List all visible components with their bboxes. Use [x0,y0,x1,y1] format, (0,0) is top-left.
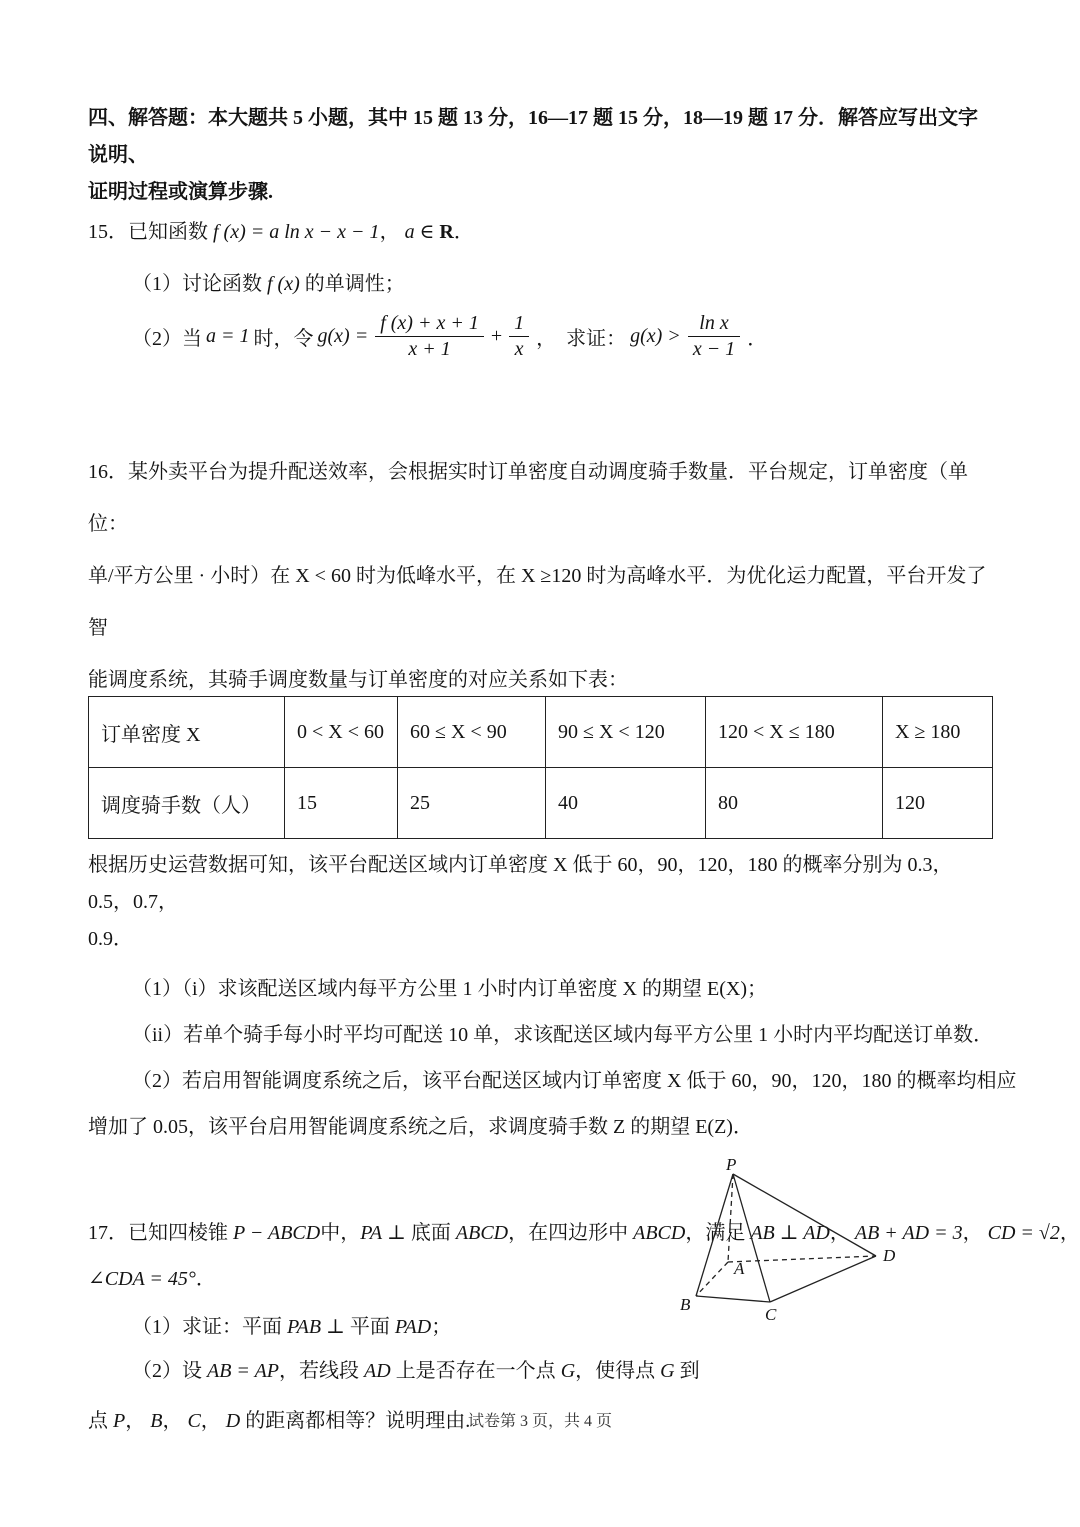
table-cell: 15 [285,768,398,839]
formula-abcd: ABCD [633,1222,686,1244]
formula-angle-cda: ∠CDA = 45° [88,1268,196,1290]
text: ， [125,1410,146,1432]
table-cell: 80 [706,768,883,839]
formula-ab-perp-ad: AB ⊥ AD [750,1222,830,1244]
page-footer: 试卷第 3 页，共 4 页 [467,1413,612,1430]
exam-page [88,100,1080,1436]
text: ，在四边形中 [508,1222,629,1244]
text: ． [747,328,768,350]
history-line1: 根据历史运营数据可知，该平台配送区域内订单密度 X 低于 60，90，120，180 的概率分别为 0.3，0.5，0.7， [88,854,953,913]
problem-16-stem [88,446,992,706]
formula-d: D [225,1410,241,1432]
fraction [688,311,740,362]
pyramid-svg [658,1158,918,1328]
table-cell: X ≥ 180 [883,697,993,768]
fraction-numerator: 1 [509,311,529,337]
table-cell: 25 [398,768,546,839]
text: ， [962,1222,983,1244]
formula-p: P [113,1410,126,1432]
history-line2: 0.9． [88,928,133,950]
text: 的单调性； [304,273,405,295]
formula-a-in: a ∈ [404,221,435,243]
table-cell: 调度骑手数（人） [89,768,285,839]
text: （2）当 [132,328,202,350]
fraction-denominator: x + 1 [408,338,451,360]
fraction-numerator: ln x [688,311,740,337]
edge-pc [733,1174,770,1302]
formula-p-abcd: P − ABCD [233,1222,321,1244]
text: 中， [320,1222,361,1244]
fraction-denominator: x − 1 [692,338,736,360]
table-header-row [89,697,993,768]
table-cell: 90 ≤ X < 120 [546,697,706,768]
text: 上是否存在一个点 [395,1360,556,1382]
formula-b: B [150,1410,163,1432]
edge-cd [770,1256,876,1302]
text: ，满足 [685,1222,746,1244]
table-cell: 订单密度 X [89,697,285,768]
text: 15．已知函数 [88,221,208,243]
problem-16-part1i: （1）（i）求该配送区域内每平方公里 1 小时内订单密度 X 的期望 E(X)； [132,978,767,1000]
formula-pab: PAB [287,1316,322,1338]
stem-line3: 能调度系统，其骑手调度数量与订单密度的对应关系如下表： [88,669,628,691]
text: ， [379,221,400,243]
vertex-label-a: A [734,1259,745,1278]
table-data-row [89,768,993,839]
formula-g: G [560,1360,576,1382]
vertex-label-c: C [765,1305,777,1324]
formula-pa: PA [360,1222,383,1244]
formula-cd-sqrt2: CD = √2 [987,1222,1060,1244]
text: ． [195,1268,216,1290]
table-cell: 120 [883,768,993,839]
problem-16-part2-line2: 增加了 0.05，该平台启用智能调度系统之后，求调度骑手数 Z 的期望 E(Z)． [88,1116,753,1138]
text: 的距离都相等？说明理由. [245,1410,471,1432]
problem-16 [88,446,1017,1142]
text: ． [453,221,474,243]
fraction [375,311,484,362]
text: ，使得点 [575,1360,656,1382]
text: 到 [679,1360,700,1382]
vertex-label-d: D [883,1246,896,1265]
text: （1）求证：平面 [132,1316,282,1338]
problem-15-part2 [88,311,992,362]
section-header-line2: 证明过程或演算步骤. [88,181,273,203]
vertex-label-b: B [680,1295,691,1314]
text: 时，令 [253,328,314,350]
fraction-denominator: x [514,338,524,360]
problem-16-part2-line1: （2）若启用智能调度系统之后，该平台配送区域内订单密度 X 低于 60，90，120，180 的概率均相应 [132,1070,1017,1092]
problem-15-stem [88,217,992,247]
text: （1）讨论函数 [132,273,262,295]
stem-line1: 16．某外卖平台为提升配送效率，会根据实时订单密度自动调度骑手数量．平台规定，订单密度（单位： [88,461,968,535]
plus-sign: + [490,325,503,347]
vertex-label-p: P [726,1158,737,1174]
text: ⊥ 平面 [326,1316,390,1338]
text: ， 求证： [536,328,627,350]
formula-gx-gt: g(x) > [630,325,681,347]
stem-line2: 单/平方公里 · 小时）在 X < 60 时为低峰水平，在 X ≥120 时为高峰水平．为优化运力配置，平台开发了智 [88,565,987,639]
formula-abcd: ABCD [455,1222,509,1244]
text: （2）设 [132,1360,202,1382]
dispatch-table [88,696,993,839]
table-cell: 0 < X < 60 [285,697,398,768]
formula-g: G [660,1360,675,1382]
formula-ad: AD [364,1360,391,1382]
pyramid-figure [658,1158,918,1328]
text: ⊥ 底面 [387,1222,451,1244]
edge-pb [696,1174,733,1296]
formula-gx-eq: g(x) = [317,325,369,347]
edge-bc [696,1296,770,1302]
formula-fx: f (x) [267,273,300,295]
section-header [88,100,992,211]
formula-a-eq-1: a = 1 [206,325,250,347]
table-cell: 60 ≤ X < 90 [398,697,546,768]
formula-fx: f (x) = a ln x − x − 1 [213,221,380,243]
fraction-numerator: f (x) + x + 1 [375,311,484,337]
problem-15 [88,217,992,362]
symbol-reals: R [439,221,454,243]
text: ， [162,1410,183,1432]
text: 17．已知四棱锥 [88,1222,228,1244]
formula-ab-eq-ap: AB = AP [207,1360,280,1382]
formula-ab-plus-ad: AB + AD = 3 [854,1222,963,1244]
problem-16-part1ii: （ii）若单个骑手每小时平均可配送 10 单，求该配送区域内每平方公里 1 小时内平均配送订单数． [132,1024,994,1046]
fraction [509,311,529,362]
edge-ad-dashed [728,1256,876,1262]
problem-16-history [88,847,992,958]
text: ， [1059,1222,1080,1244]
text: ，若线段 [279,1360,360,1382]
section-header-line1: 四、解答题：本大题共 5 小题，其中 15 题 13 分，16—17 题 15 分，18—19 题 17 分．解答应写出文字说明、 [88,107,978,166]
text: ， [200,1410,221,1432]
text: 点 [88,1410,108,1432]
text: ， [829,1222,850,1244]
text: ； [431,1316,452,1338]
formula-pad: PAD [394,1316,432,1338]
table-cell: 40 [546,768,706,839]
edge-pd [733,1174,876,1256]
problem-15-part1 [88,269,992,299]
table-cell: 120 < X ≤ 180 [706,697,883,768]
part2-line1 [88,1356,708,1386]
formula-c: C [187,1410,201,1432]
